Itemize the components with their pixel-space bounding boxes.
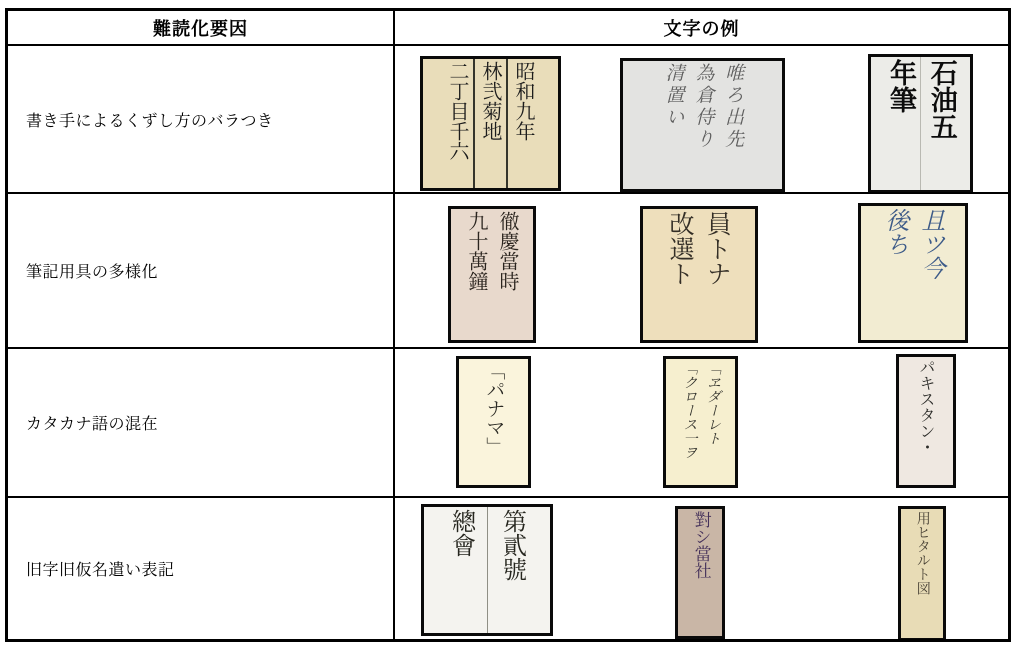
handwriting-sample-1-1 <box>420 56 561 191</box>
sample-column: 為倉侍り <box>692 63 715 151</box>
sample-column: 昭和九年 <box>506 59 539 188</box>
handwriting-sample-2-3 <box>858 203 968 343</box>
row-3-factor-cell <box>8 347 393 496</box>
row-4-factor-cell <box>8 496 393 639</box>
sample-column: 總會 <box>447 509 476 557</box>
header-factor <box>8 11 393 44</box>
sample-column: 清置い <box>662 63 685 129</box>
row-2-factor-cell <box>8 192 393 347</box>
sample-column: 徹慶當時 <box>496 211 520 291</box>
header-factor-label: 難読化要因 <box>153 18 248 39</box>
sample-column: 石油五 <box>920 57 961 190</box>
row-1-examples-cell <box>393 44 1008 192</box>
sample-text <box>461 209 523 340</box>
sample-column: パキスタン・ <box>917 359 936 455</box>
handwriting-sample-4-2 <box>675 506 725 639</box>
row-4-factor-text: 旧字旧仮名遣い表記 <box>26 562 175 579</box>
sample-column: 對シ當社 <box>690 511 711 579</box>
sample-text <box>437 507 538 633</box>
sample-text <box>479 359 509 485</box>
handwriting-sample-4-1 <box>421 504 553 636</box>
sample-text <box>686 509 713 636</box>
sample-text <box>658 61 747 189</box>
handwriting-sample-4-3 <box>898 506 946 639</box>
header-examples-label: 文字の例 <box>663 18 740 39</box>
handwriting-sample-2-2 <box>640 206 758 343</box>
header-examples <box>393 11 1008 44</box>
handwriting-sample-3-3 <box>896 354 956 488</box>
sample-column: 「クロース一ヲ <box>681 361 698 459</box>
sample-column: 唯ろ出先 <box>722 63 745 151</box>
sample-text <box>913 357 939 485</box>
sample-column: 「パナマ」 <box>483 361 506 456</box>
sample-column: 九十萬鐘 <box>465 211 489 291</box>
row-2-factor-text: 筆記用具の多様化 <box>26 264 159 281</box>
handwriting-sample-2-1 <box>448 206 536 343</box>
row-2-examples-cell <box>393 192 1008 347</box>
sample-column: 「ヱダーレト <box>705 361 721 445</box>
sample-text <box>880 57 961 190</box>
handwriting-sample-3-1 <box>456 356 531 488</box>
row-3-examples-cell <box>393 347 1008 496</box>
row-3-factor-text: カタカナ語の混在 <box>26 416 159 433</box>
sample-text <box>677 359 724 485</box>
sample-column: 用ヒタルト図 <box>914 511 931 595</box>
sample-column: 改選ト <box>666 211 695 286</box>
sample-column: 第貳號 <box>487 507 538 633</box>
handwriting-sample-3-2 <box>663 356 738 488</box>
sample-text <box>662 209 737 340</box>
difficulty-factors-table <box>5 8 1011 642</box>
sample-column: 員トナ <box>703 211 733 286</box>
sample-column: 年筆 <box>885 59 916 113</box>
row-4-examples-cell <box>393 496 1008 639</box>
sample-text <box>442 59 539 188</box>
handwriting-sample-1-3 <box>868 54 973 192</box>
sample-column: 二丁目千六 <box>446 61 470 161</box>
sample-column: 後ち <box>881 208 909 256</box>
handwriting-sample-1-2 <box>620 58 785 192</box>
sample-column: 且ツ今 <box>917 208 945 280</box>
sample-text <box>877 206 949 340</box>
sample-column: 林弐菊地 <box>473 59 506 188</box>
row-1-factor-text: 書き手によるくずし方のバラつき <box>26 112 274 130</box>
row-1-factor-cell <box>8 44 393 192</box>
sample-text <box>910 509 934 638</box>
